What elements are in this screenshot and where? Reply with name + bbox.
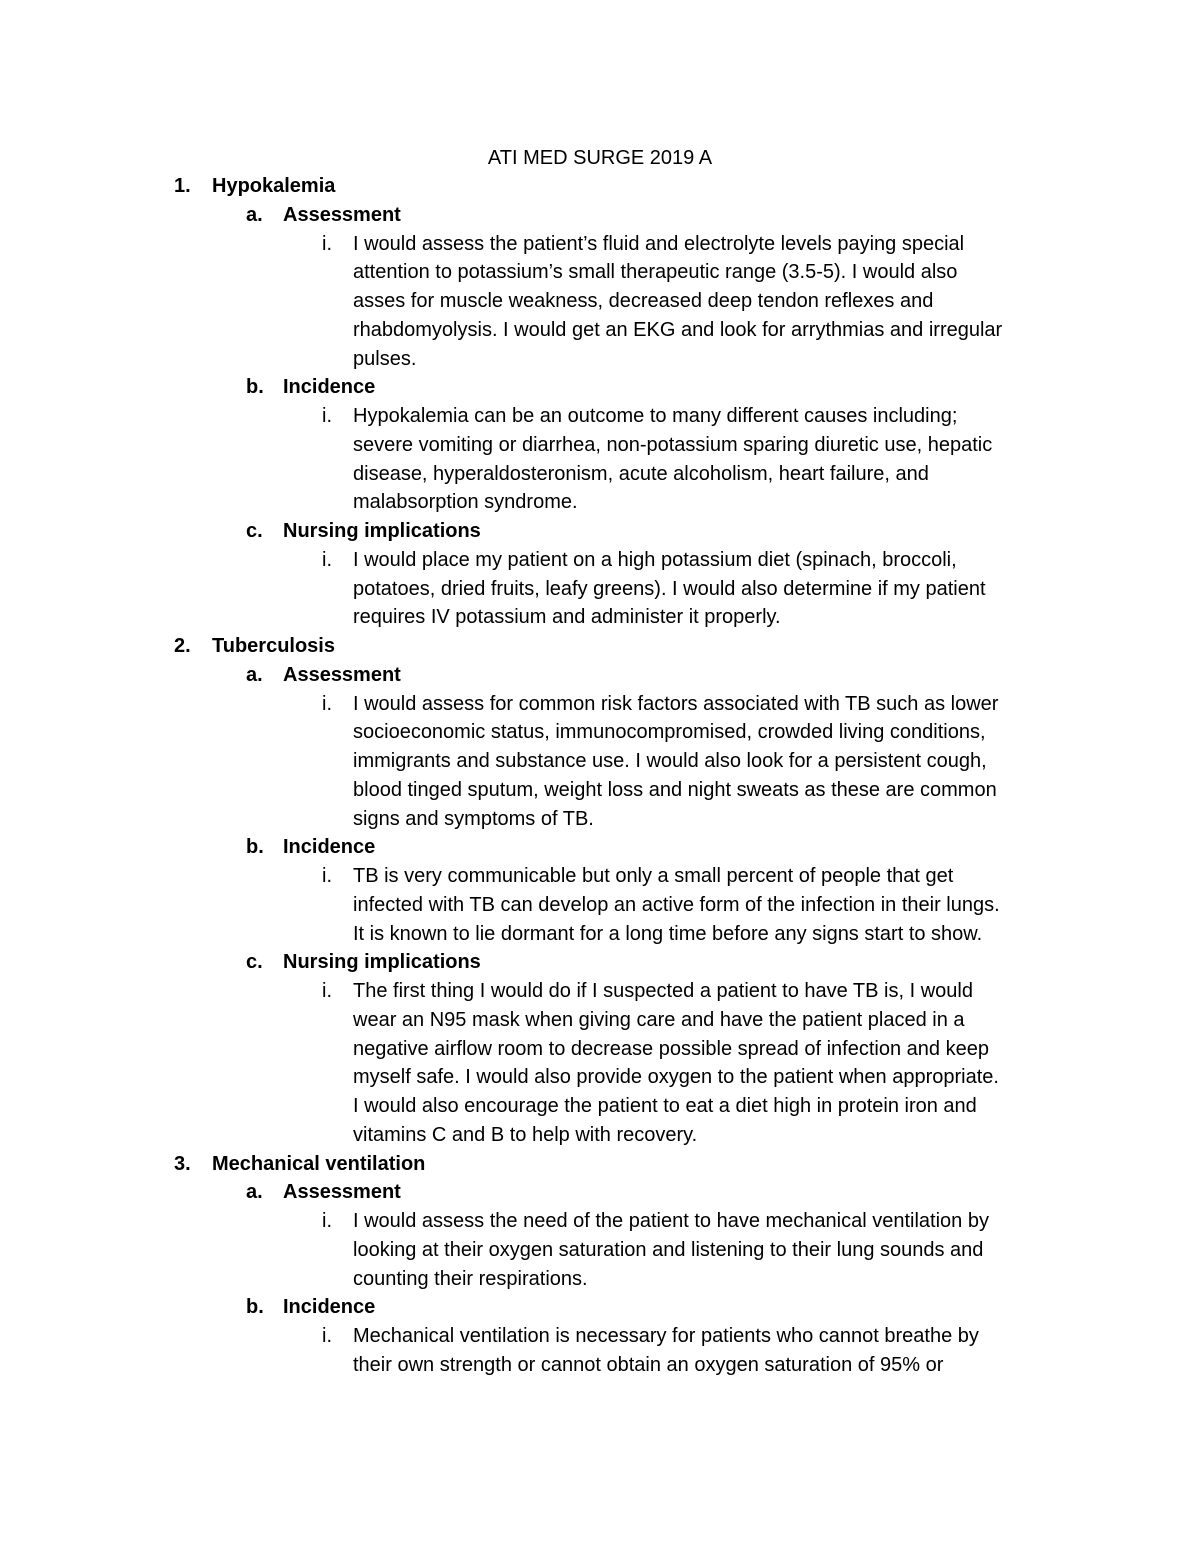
- paragraph-line: requires IV potassium and administer it properly.: [353, 606, 781, 629]
- subsection-letter: b.: [246, 836, 264, 859]
- paragraph-line: malabsorption syndrome.: [353, 491, 578, 514]
- paragraph-line: their own strength or cannot obtain an oxygen saturation of 95% or: [353, 1353, 944, 1376]
- paragraph-line: counting their respirations.: [353, 1267, 588, 1290]
- subsection-heading: Nursing implications: [283, 951, 481, 974]
- subsection-heading: Incidence: [283, 1296, 376, 1319]
- paragraph-line: disease, hyperaldosteronism, acute alcoholism, heart failure, and: [353, 462, 929, 485]
- paragraph-line: It is known to lie dormant for a long time before any signs start to show.: [353, 922, 983, 945]
- subsection-heading: Incidence: [283, 376, 376, 399]
- paragraph-line: vitamins C and B to help with recovery.: [353, 1123, 698, 1146]
- paragraph-line: I would place my patient on a high potassium diet (spinach, broccoli,: [353, 548, 957, 571]
- paragraph-line: signs and symptoms of TB.: [353, 807, 594, 830]
- section-number: 2.: [174, 635, 191, 657]
- paragraph-line: myself safe. I would also provide oxygen to the patient when appropriate.: [353, 1066, 999, 1089]
- item-marker: i.: [322, 980, 332, 1002]
- subsection-letter: a.: [246, 1181, 263, 1204]
- paragraph-line: negative airflow room to decrease possible spread of infection and keep: [353, 1037, 989, 1060]
- paragraph-line: immigrants and substance use. I would also look for a persistent cough,: [353, 750, 987, 772]
- paragraph-line: asses for muscle weakness, decreased deep tendon reflexes and: [353, 290, 934, 312]
- paragraph-line: severe vomiting or diarrhea, non-potassium sparing diuretic use, hepatic: [353, 433, 993, 456]
- paragraph-line: wear an N95 mask when giving care and have the patient placed in a: [353, 1008, 965, 1031]
- subsection-heading: Nursing implications: [283, 520, 481, 542]
- paragraph-line: The first thing I would do if I suspected a patient to have TB is, I would: [353, 980, 973, 1002]
- item-marker: i.: [322, 692, 332, 715]
- subsection-heading: Assessment: [283, 203, 401, 226]
- paragraph-line: pulses.: [353, 347, 417, 370]
- subsection-letter: b.: [246, 1296, 264, 1319]
- paragraph-line: looking at their oxygen saturation and listening to their lung sounds and: [353, 1238, 984, 1261]
- item-marker: i.: [322, 865, 332, 887]
- subsection-letter: a.: [246, 663, 263, 686]
- paragraph-line: I would assess the need of the patient to have mechanical ventilation by: [353, 1210, 989, 1232]
- item-marker: i.: [322, 405, 332, 427]
- paragraph-line: Hypokalemia can be an outcome to many different causes including;: [353, 405, 958, 427]
- subsection-letter: c.: [246, 520, 263, 542]
- paragraph-line: I would assess the patient’s fluid and electrolyte levels paying special: [353, 232, 965, 255]
- paragraph-line: Mechanical ventilation is necessary for patients who cannot breathe by: [353, 1325, 979, 1347]
- section-heading: Hypokalemia: [212, 175, 336, 197]
- section-number: 3.: [174, 1152, 191, 1175]
- item-marker: i.: [322, 548, 332, 571]
- item-marker: i.: [322, 1210, 332, 1232]
- subsection-letter: c.: [246, 951, 263, 974]
- paragraph-line: blood tinged sputum, weight loss and night sweats as these are common: [353, 778, 997, 801]
- paragraph-line: I would assess for common risk factors associated with TB such as lower: [353, 692, 999, 715]
- subsection-heading: Assessment: [283, 1181, 401, 1204]
- item-marker: i.: [322, 1325, 332, 1347]
- document-title: ATI MED SURGE 2019 A: [487, 147, 713, 169]
- paragraph-line: TB is very communicable but only a small percent of people that get: [353, 865, 954, 887]
- paragraph-line: infected with TB can develop an active form of the infection in their lungs.: [353, 893, 1000, 916]
- section-heading: Mechanical ventilation: [212, 1152, 426, 1175]
- paragraph-line: I would also encourage the patient to eat a diet high in protein iron and: [353, 1095, 977, 1117]
- paragraph-line: potatoes, dried fruits, leafy greens). I would also determine if my patient: [353, 577, 986, 600]
- subsection-letter: b.: [246, 376, 264, 399]
- subsection-heading: Assessment: [283, 663, 401, 686]
- subsection-letter: a.: [246, 203, 263, 226]
- subsection-heading: Incidence: [283, 836, 376, 859]
- section-number: 1.: [174, 175, 191, 197]
- paragraph-line: rhabdomyolysis. I would get an EKG and look for arrythmias and irregular: [353, 318, 1003, 341]
- item-marker: i.: [322, 232, 332, 255]
- paragraph-line: attention to potassium’s small therapeutic range (3.5-5). I would also: [353, 261, 958, 284]
- paragraph-line: socioeconomic status, immunocompromised, crowded living conditions,: [353, 721, 986, 744]
- section-heading: Tuberculosis: [212, 635, 335, 657]
